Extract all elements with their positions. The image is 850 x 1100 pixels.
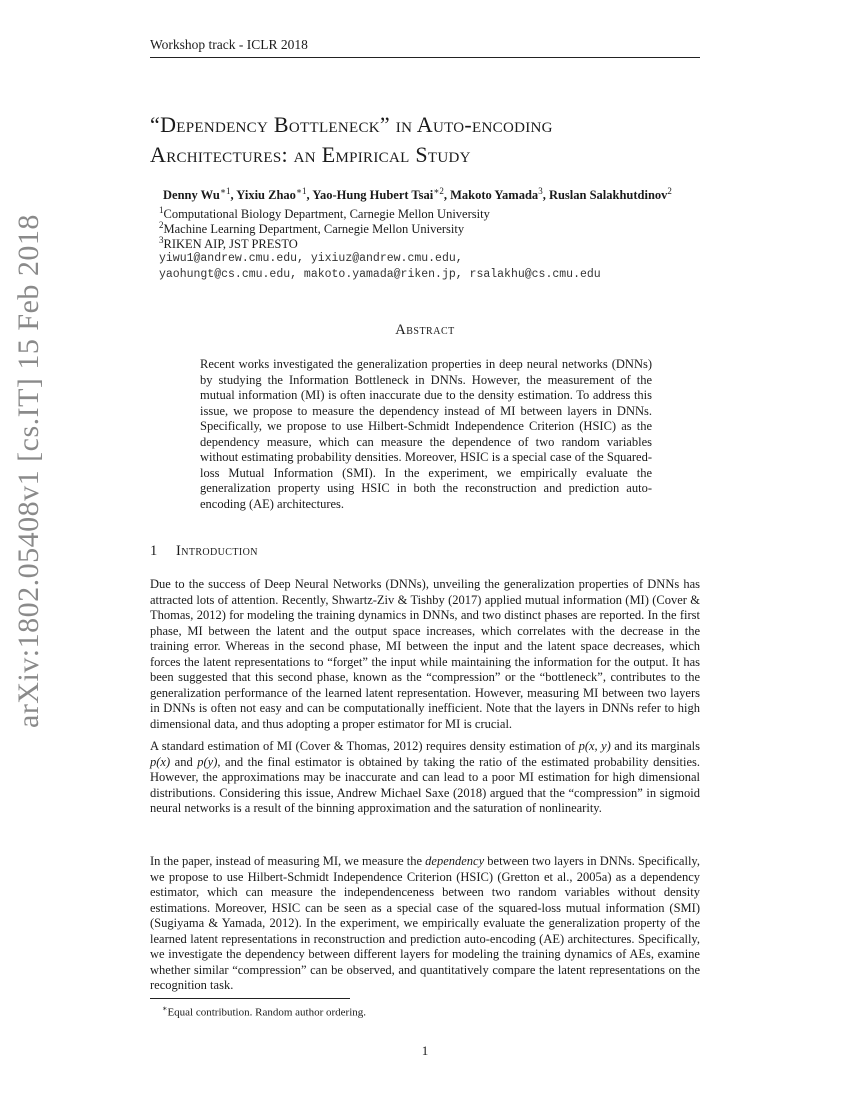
author-name: Yixiu Zhao [236,188,296,203]
affiliation-sup: 3 [159,235,164,245]
arxiv-identifier-stamp: arXiv:1802.05408v1 [cs.IT] 15 Feb 2018 [12,214,45,728]
math-expression: p(x) [150,754,171,769]
email-list-line-2: yaohungt@cs.cmu.edu, makoto.yamada@riken.jp, rsalakhu@cs.cmu.edu [159,268,601,281]
author-sup: ∗1 [295,186,307,196]
author-name: Denny Wu [163,188,220,203]
emphasis-text: dependency [425,854,485,868]
running-header: Workshop track - ICLR 2018 [150,37,308,52]
paragraph-text: In the paper, instead of measuring MI, we measure the [150,854,426,868]
author-sup: 2 [667,186,672,196]
footnote-rule [150,998,350,999]
email-list-line-1: yiwu1@andrew.cmu.edu, yixiuz@andrew.cmu.edu, [159,252,463,265]
paragraph-text: A standard estimation of MI (Cover & Thomas, 2012) requires density estimation of [150,739,579,753]
author-name: Yao-Hung Hubert Tsai [312,188,434,203]
paragraph-text: between two layers in DNNs. Specifically, we propose to use Hilbert-Schmidt Independence Criterion (HSIC) (Gretton et al., 2005a) as a dependency estimator, which can measure the independenceness between two random variables without density estimations. Moreover, HSIC can be seen as a special case of the squared-loss mutual information (SMI) (Sugiyama & Yamada, 2012). In the experiment, we empirically evaluate the generalization property of the learned latent representations in reconstruction and prediction auto-encoding (AE) architectures. Specifically, we investigate the dependency between different layers for modeling the training dynamics of AEs, examine whether similar “compression” can be observed, and quantitatively compare the latent representations on the recognition task. [150,854,700,992]
intro-paragraph-1: Due to the success of Deep Neural Networks (DNNs), unveiling the generalization properties of DNNs has attracted lots of attention. Recently, Shwartz-Ziv & Tishby (2017) applied mutual information (MI) (Cover & Thomas, 2012) for modeling the training dynamics in DNNs, and two distinct phases are reported. In the first phase, MI between the latent and the output space increases, which correlates with the decrease in the training error. Whereas in the second phase, MI between the input and the latent space decreases, which forces the latent representations to “forget” the input while maintaining the information for the output. It has been suggested that this second phase, known as the “compression” or the “bottleneck”, contributes to the generalization performance of the learned latent representation. However, measuring MI between two layers in DNNs is often not easy and can be computationally inefficient. Note that the layers in DNNs refer to high dimensional data, and thus adopting a proper estimator for MI is crucial. [150,577,700,731]
header-rule [150,57,700,58]
abstract-heading: Abstract [395,322,455,338]
author-sup: ∗2 [433,186,444,196]
affiliation-text: Machine Learning Department, Carnegie Mellon University [163,222,465,237]
title-line-2: Architectures: an Empirical Study [150,142,471,167]
paragraph-text: , and the final estimator is obtained by taking the ratio of the estimated probability densities. However, the approximations may be inaccurate and can lead to a poor MI estimation for high dimensional distributions. Considering this issue, Andrew Michael Saxe (2018) argued that the “compression” in sigmoid neural networks is a result of the binning approximation and the saturation of nonlinearity. [150,754,700,815]
affiliation-sup: 2 [159,220,164,230]
intro-paragraph-3 [150,854,700,994]
affiliation-text: Computational Biology Department, Carnegie Mellon University [163,207,490,222]
author-name: Makoto Yamada [450,188,539,203]
abstract-body: Recent works investigated the generalization properties in deep neural networks (DNNs) by studying the Information Bottleneck in DNNs. However, the measurement of the mutual information (MI) is often inaccurate due to the density estimation. To address this issue, we propose to measure the dependency instead of MI between layers in DNNs. Specifically, we propose to use Hilbert-Schmidt Independence Criterion (HSIC) as the dependency measure, which can measure the dependence of two random variables without estimating probability densities. Moreover, HSIC is a special case of the Squared-loss Mutual Information (SMI). In the experiment, we empirically evaluate the generalization property using HSIC in both the reconstruction and prediction auto-encoding (AE) architectures. [200,357,652,511]
affiliation [159,235,298,252]
footnote-text: Equal contribution. Random author ordering. [167,1006,367,1019]
math-expression: p(y) [197,754,218,769]
affiliation-text: RIKEN AIP, JST PRESTO [163,237,298,252]
paper-title [150,110,710,170]
author-name: Ruslan Salakhutdinov [548,188,668,203]
math-expression: p(x, y) [578,739,611,753]
author-sup: 3 [538,186,543,196]
footnote-mark: ∗ [162,1004,168,1013]
paragraph-text: and [170,754,198,769]
paragraph-text: and its marginals [610,739,701,753]
section-heading [150,543,700,560]
author-list: Denny $Wu^{∗1}$, Yixiu Zhao$^{∗1}$, Yao-Hung Hubert Tsai$^{∗2}$, Makoto Yamada$^3$, Ruslan Salakhutdinov$^2$ [163,186,672,203]
footnote [162,1004,366,1019]
section-number: 1 [150,543,158,559]
section-title: Introduction [176,543,258,559]
intro-paragraph-2 [150,739,700,817]
page-number: 1 [421,1043,429,1058]
author-sup: ∗1 [219,186,231,196]
affiliation-sup: 1 [159,205,164,215]
title-line-1: “Dependency Bottleneck” in Auto-encoding [150,112,553,137]
